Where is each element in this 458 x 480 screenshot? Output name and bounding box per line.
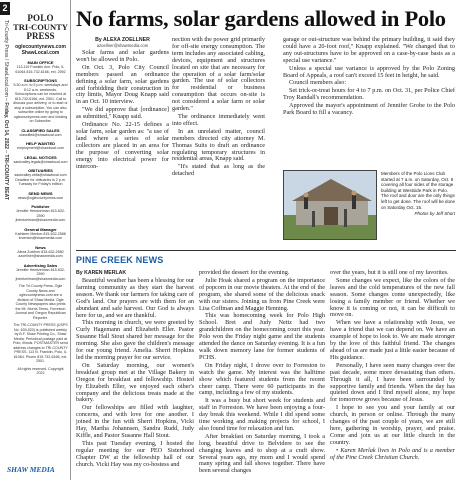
news-editor-heading: News [35, 244, 46, 250]
help-wanted-heading: HELP WANTED [25, 141, 56, 146]
website-ogle[interactable]: oglecountynews.com [15, 44, 66, 50]
article-column-1 [76, 37, 169, 171]
subscriptions-heading: SUBSCRIPTIONS [24, 78, 57, 83]
paragraph: The ordinance immediately went into effect. [172, 112, 265, 127]
gm-contact: Kathleen Menton 815-632-2588 kmenton@shawmedia.com [15, 231, 66, 240]
advertising-contact: Jennifer Heintzelman 815-632-2590 jheintzelman@shawmedia.com [15, 267, 66, 281]
author-note: • Karen Merlak lives in Polo and is a member of the Pine Creek Christian Church. [330, 446, 455, 461]
paragraph: Set trick-or-treat hours for 4 to 7 p.m. on Oct. 31, per Police Chief Troy Randall's recommendation. [283, 87, 455, 102]
paragraph: After breakfast on Saturday morning, I took a long, beautiful drive to Belvidere to see the changing leaves and to shop at a craft show. Several years ago, my mom and I would spend many spring and fall shows together. There have been several changes [199, 432, 325, 475]
send-news-email[interactable]: news@oglecountynews.com [17, 195, 64, 200]
obituaries-text: saukvalley.obits@shawlocal.com Deadline for obituaries is 2 p.m. Tuesday for Friday's edition [14, 173, 67, 186]
main-office-address: 113-115 Franklin Ave. Polo, IL 61064 815-732-6166, ext. 2592 [15, 65, 66, 74]
info-sidebar [13, 0, 68, 480]
page-strip [0, 0, 10, 480]
paragraph: Julie Hoak shared a program on the importance of popcorn in our movie theaters. At the end of the program, she shared some of the delicious snack with our sisters. Joining us from Pine Creek were Lisa Coffman and Maggie Henning. [199, 276, 325, 312]
paragraph: Some changes we expect, like the colors of the leaves and the cold temperatures of the new fall season. Some changes come unexpectedly, like losing a family member or friend. Whether we know it is coming or not, it can be difficult to move on. [330, 276, 455, 319]
photo-caption [381, 171, 455, 217]
about-text: The Tri-County Press, Ogle County News and oglecountynews.com are a division of Shaw Media. Ogle County Newspapers also prints the Mt. Morris Times, Forreston Journal and Oregon Republican Reporter. [15, 284, 66, 320]
gm-heading: General Manager [24, 226, 57, 232]
paragraph: Ordinance No. 22-15 defines a solar farm, solar garden as: "a use of land where a series of solar collectors are placed in an area for the purpose of converting solar energy into electrical power for intercon- [76, 121, 169, 170]
classified-heading: CLASSIFIED SALES [21, 127, 60, 133]
paragraph: Beautiful weather has been a blessing for our farming community as they start the harvest season. We thank our farmers for taking care of God's land. Our prayers are with them for an abundant and safe harvest. Our God is always here for us, and we are thankful. [76, 277, 194, 319]
photo-illustration [284, 171, 377, 240]
paragraph: Unless a special use variance is approved by the Polo Zoning Board of Appeals, a roof can't exceed 15 feet in height, he said. [283, 64, 455, 79]
paragraph: In an unrelated matter, council members directed city attorney M. Thomas Suits to draft an ordinance regulating temporary structures in residential areas, Knapp said. [172, 127, 265, 163]
postal-text: The TRI-COUNTY PRESS (USPS No. 639-520) is published weekly by B.F. Shaw Printing Co., Shaw Media. Periodical postage paid at Polo, Illinois. POSTMASTER send address changes to TRI-COUNTY PRESS, 113 N. Franklin, Polo, IL 61064. Phone 815-732-6166, ext. 2501. [13, 323, 68, 363]
paragraph: On Saturday morning, our women's breakfast group met at the Village Bakery in Oregon for breakfast and fellowship. Hosted by Elizabeth Eller, we enjoyed each other's company and the delicious treats made at the bakery. [76, 361, 194, 404]
article-photo [283, 170, 377, 240]
paragraph: On Oct. 3, Polo City Council members passed an ordinance defining a solar farm, solar gardens and forbidding their construction in city limits, Mayor Doug Knapp said in an Oct. 10 interview. [76, 63, 169, 106]
subscriptions-text: 5:30 a.m. to 5 p.m. weekdays and 5:12 a.m. weekends. Subscriptions can be reached at 815-732-6166, ext. 2501. Call to discuss your delivery, or to start or stop a subscription. You can also subscribe online by going to oglecountynews.com and clicking on Subscribe. [13, 83, 68, 123]
column-divider [70, 0, 71, 480]
article-author-email[interactable]: azoellner@shawmedia.com [96, 43, 149, 48]
classified-email[interactable]: classified@shawlocal.com [19, 132, 62, 137]
advertising-heading: Advertising Sales [23, 262, 58, 268]
paragraph: It was a busy but short week for students and staff in Forreston. We have been enjoying a four-day break this weekend. While I did spend some time working and making projects for school, I also found time for relaxation and fun. [199, 397, 325, 432]
masthead-tricounty: TRI-COUNTY [13, 22, 68, 32]
article-headline: No farms, solar gardens allowed in Polo [76, 6, 446, 31]
column-byline: By KAREN MERLAK [76, 270, 127, 276]
paragraph: garage or out-structure was behind the primary building, it said they could have a 20-foot roof," Knapp explained. "We changed that to any out-structures have to be approved on a case-by-case basis as a special use variance." [283, 36, 455, 64]
paragraph: over the years, but it is still one of my favorites. [330, 269, 449, 276]
paragraph: This morning in church, we were greeted by Curly Hagemann and Elizabeth Eller. Pastor Susanne Hall Stout shared her message for the morning. She also gave the children's message for our young friend. Amelia. Sherri Hopkins led the morning prayer for our service. [76, 319, 194, 361]
page-strip-text: Tri-County Press / ShawLocal.com – Friday, Oct 14, 2022 – TRI-COUNTY BEAT [3, 20, 9, 200]
article-column-2 [172, 37, 265, 179]
paragraph: "We did approve that [ordinance] as submitted," Knapp said. [76, 106, 169, 121]
paragraph: Council members also: [289, 79, 347, 87]
news-editor-contact: Alexa Zoellner 815-632-2580 azoellner@shawmedia.com [17, 249, 64, 258]
column-middle [199, 270, 325, 476]
shaw-media-logo: SHAW MEDIA [7, 465, 55, 474]
strip-section: TRI-COUNTY BEAT [3, 154, 9, 200]
strip-date: Friday, Oct 14, 2022 [3, 102, 9, 149]
paragraph: I hope to see you and your family at our church, in person or online. Through the many changes of the past couple of years, we are still here, gathering in worship, prayer, and praise. Come and join us at our little church in the country. [330, 404, 455, 446]
section-heading: PINE CREEK NEWS [76, 255, 164, 265]
page-number: 2 [0, 2, 10, 15]
article-column-3 [283, 37, 455, 118]
column-right [330, 270, 455, 462]
send-news-heading: SEND NEWS [28, 190, 53, 196]
photo-credit: Photos by Jeff Short [414, 211, 455, 217]
publisher-heading: Publisher [31, 204, 50, 209]
paragraph: When we have a relationship with Jesus, we have a friend that we can depend on. We have an example of hope to look to. We are made stronger by the love of this faithful friend. The changes ahead of us are made just a little easier because of His guidance. [330, 319, 455, 361]
rights-text: All rights reserved. Copyright 2022 [17, 366, 64, 375]
strip-left: Tri-County Press / ShawLocal.com [3, 20, 9, 97]
paragraph: "It's stated that as long as the detached [172, 163, 265, 178]
main-office-heading: MAIN OFFICE [27, 60, 54, 65]
masthead-press: PRESS [26, 31, 55, 41]
paragraph: This was homecoming week for Polo High School. Bret and Judy Nettz had two grandchildren on the homecoming court this year. Polo won the Friday night game and the students attended the dance on Saturday evening. It is a fun walk down memory lane for former students of PCHS. [199, 312, 325, 361]
publisher-contact: Jennifer Heintzelman 815-632-2590 jheintzelman@shawmedia.com [15, 209, 66, 222]
paragraph: nection with the power grid primarily for off-site energy consumption. The term includes any associated cabling, devices, equipment and structures located on site that are necessary for the operation of a solar farm/solar garden. The use of solar collectors for residential or business consumption that occurs on-site is not considered a solar farm or solar garden." [172, 36, 265, 113]
paragraph: Personally, I have seen many changes over the past decade, some more devastating than others. Through it all, I have been surrounded by supportive family and friends. When the day has quieted down and I find myself alone, my hope for tomorrow grows because of Jesus. [330, 361, 455, 404]
obituaries-heading: OBITUARIES [28, 168, 53, 173]
legal-email[interactable]: saukvalley.legals@shawlocal.com [13, 159, 68, 164]
legal-heading: LEGAL NOTICES [24, 154, 57, 160]
column-left [76, 270, 194, 469]
paragraph: This past Tuesday evening, I hosted the regular meeting for our PEO Sisterhood Chapter DW at the fellowship hall of our church. Vicki Hay was my co-hostess and [76, 439, 194, 468]
caption-text: Members of the Polo Lions Club started at 7 a.m. on Saturday, Oct. 8 covering all four sides of the storage building at Westside Park in Polo. The roof and door are the only things left to get done. The roof will be done on Saturday Oct. 15. [381, 171, 455, 210]
paragraph: Our fellowships are filled with laughter, concerns, and with love for one another. I joined in the fun with Sherri Hopkins, Vicki Hay, Martha Johannsen, Sandra Rudd, Judy Kiffle, and Pastor Susanne Hall Stout. [76, 404, 194, 439]
website-shawlocal[interactable]: ShawLocal.com [21, 50, 60, 56]
paragraph: Approved the mayor's appointment of Jennifer Grobe to the Polo Park Board to fill a vacancy. [283, 102, 455, 117]
article-byline: By ALEXA ZOELLNER [95, 37, 150, 43]
help-wanted-email[interactable]: employment@shawlocal.com [17, 146, 64, 150]
section-rule [76, 250, 456, 251]
paragraph: On Friday night, I drove over to Forreston to watch the game. My interest was the halftime show which featured students from the recent cheer camp. There were 60 participants in the camp, including a few of my students. [199, 361, 325, 397]
paragraph: provided the dessert for the evening. [199, 269, 290, 276]
paragraph: Solar farms and solar gardens won't be allowed in Polo. [76, 49, 169, 63]
masthead-polo: POLO [27, 13, 54, 23]
